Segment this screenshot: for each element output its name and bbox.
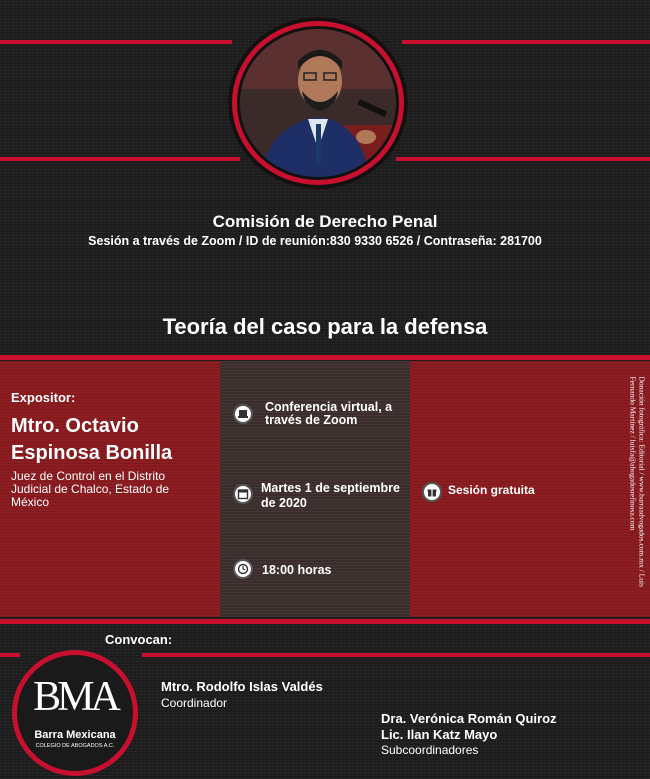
photo-credit-text: Donación fotográfica: Editorial / www.barraadvogados.com.mx / Luis Fernando Martínez / luisfa@abogadosrefinosa.com bbox=[628, 376, 647, 587]
footer-red-line-left bbox=[0, 653, 20, 657]
top-red-line-left bbox=[0, 40, 232, 44]
bma-subtitle: COLEGIO DE ABOGADOS A.C. bbox=[35, 743, 115, 749]
photo-credit bbox=[628, 375, 647, 610]
commission-title: Comisión de Derecho Penal bbox=[212, 212, 438, 231]
coordinator-role: Coordinador bbox=[161, 696, 228, 710]
session-info: Sesión a través de Zoom / ID de reunión:830 9330 6526 / Contraseña: 281700 bbox=[88, 234, 542, 248]
calendar-icon bbox=[233, 484, 253, 504]
speaker-photo bbox=[237, 26, 399, 180]
speaker-name-line2: Espinosa Bonilla bbox=[11, 442, 173, 464]
gift-icon bbox=[422, 482, 442, 502]
mid-red-line-right bbox=[396, 157, 650, 161]
bma-logo bbox=[12, 650, 138, 776]
bma-name: Barra Mexicana bbox=[34, 729, 116, 741]
bma-monogram: BMA bbox=[33, 674, 117, 720]
footer-red-line-right bbox=[142, 653, 650, 657]
time-text: 18:00 horas bbox=[262, 563, 332, 577]
subcoordinators-role: Subcoordinadores bbox=[381, 743, 479, 757]
bma-logo-inner bbox=[17, 655, 133, 771]
laptop-icon bbox=[233, 404, 253, 424]
top-red-line-right bbox=[402, 40, 650, 44]
mid-red-line-left bbox=[0, 157, 240, 161]
speaker-photo-frame bbox=[228, 17, 408, 189]
format-text: Conferencia virtual, a través de Zoom bbox=[265, 400, 393, 427]
subcoordinator-2: Lic. Ilan Katz Mayo bbox=[381, 727, 498, 742]
cost-text: Sesión gratuita bbox=[448, 483, 535, 497]
speaker-role: Juez de Control en el Distrito Judicial de Chalco, Estado de México bbox=[11, 469, 170, 509]
convocan-label: Convocan: bbox=[105, 632, 173, 647]
date-text: Martes 1 de septiembre de 2020 bbox=[261, 481, 400, 510]
speaker-label: Expositor: bbox=[11, 390, 76, 405]
band-top-line bbox=[0, 355, 650, 360]
topic-title: Teoría del caso para la defensa bbox=[162, 314, 488, 339]
band-bottom-line bbox=[0, 619, 650, 624]
speaker-name-line1: Mtro. Octavio bbox=[11, 415, 139, 437]
coordinator-name: Mtro. Rodolfo Islas Valdés bbox=[161, 679, 323, 694]
clock-icon bbox=[233, 559, 253, 579]
subcoordinator-1: Dra. Verónica Román Quiroz bbox=[381, 711, 557, 726]
